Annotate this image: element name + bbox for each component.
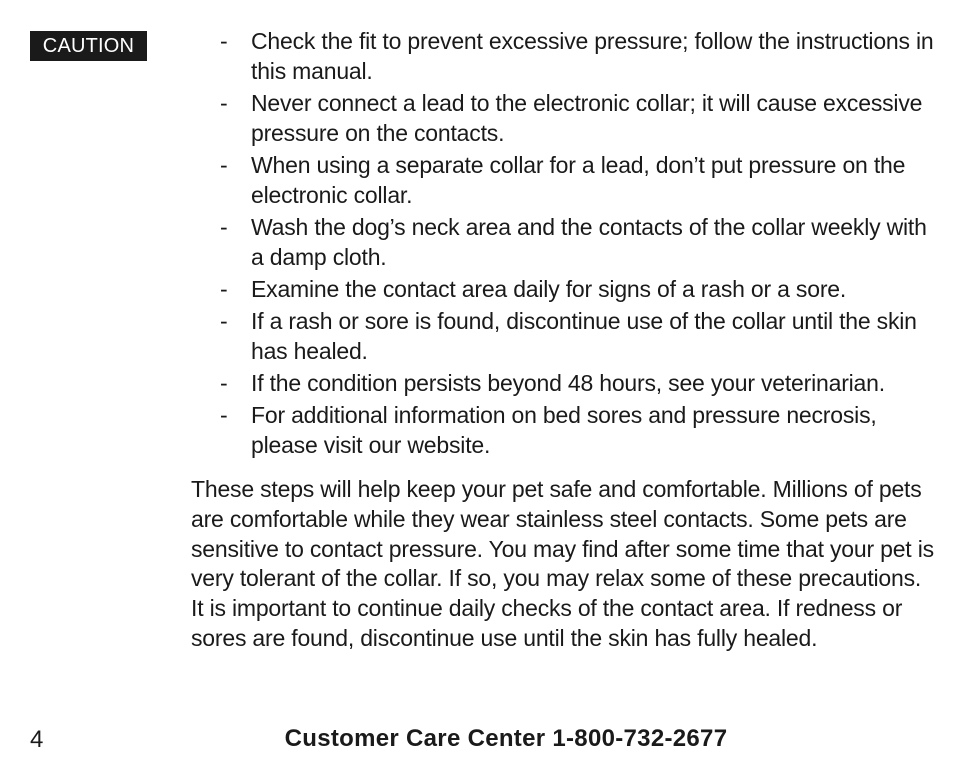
list-item [220,274,935,304]
list-item [220,150,935,210]
bullet-dash: - [220,90,228,116]
bullet-dash: - [220,402,228,428]
bullet-text: When using a separate collar for a lead, don’t put pressure on the electronic collar. [251,152,906,208]
bullet-text: If a rash or sore is found, discontinue use of the collar until the skin has healed. [251,308,917,364]
list-item [220,368,935,398]
bullet-text: Never connect a lead to the electronic collar; it will cause excessive pressure on the contacts. [251,90,923,146]
bullet-text: Examine the contact area daily for signs of a rash or a sore. [251,276,847,302]
caution-badge: CAUTION [30,31,147,61]
bullet-dash: - [220,276,228,302]
page-number: 4 [30,726,44,753]
bullet-text: Wash the dog’s neck area and the contacts of the collar weekly with a damp cloth. [251,214,927,270]
list-item [220,88,935,148]
bullet-text: Check the fit to prevent excessive pressure; follow the instructions in this manual. [251,28,934,84]
caution-bullet-list [220,26,935,462]
bullet-text: If the condition persists beyond 48 hours, see your veterinarian. [251,370,885,396]
body-paragraph: These steps will help keep your pet safe and comfortable. Millions of pets are comfortable while they wear stainless steel contacts. Some pets are sensitive to contact pressure. You may find after some time that your pet is very tolerant of the collar. If so, you may relax some of these precautions. It is important to continue daily checks of the contact area. If redness or sores are found, discontinue use until the skin has fully healed. [191,476,934,651]
customer-care-line: Customer Care Center 1-800-732-2677 [284,725,728,752]
list-item [220,400,935,460]
bullet-dash: - [220,308,228,334]
bullet-dash: - [220,370,228,396]
bullet-dash: - [220,214,228,240]
list-item [220,306,935,366]
list-item [220,26,935,86]
list-item [220,212,935,272]
bullet-dash: - [220,28,228,54]
bullet-dash: - [220,152,228,178]
bullet-text: For additional information on bed sores and pressure necrosis, please visit our website. [251,402,877,458]
